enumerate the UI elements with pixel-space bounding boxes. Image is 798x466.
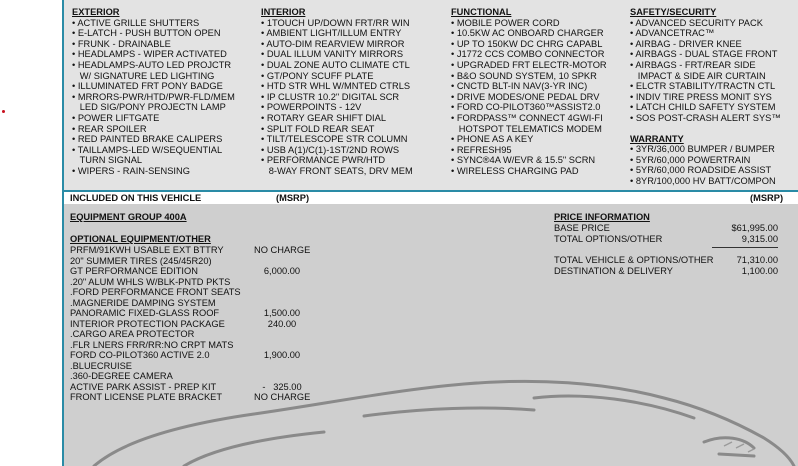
feature-line: • ELCTR STABILITY/TRACTN CTL: [630, 81, 776, 92]
option-name: .FORD PERFORMANCE FRONT SEATS: [70, 287, 241, 297]
destination-value: 1,100.00: [741, 266, 778, 276]
option-name: .BLUECRUISE: [70, 360, 132, 371]
feature-line: • DRIVE MODES/ONE PEDAL DRV: [451, 91, 600, 102]
feature-line: • J1772 CCS COMBO CONNECTOR: [451, 49, 605, 60]
option-price: 1,500.00: [263, 308, 301, 318]
feature-line: • B&O SOUND SYSTEM, 10 SPKR: [451, 70, 597, 81]
feature-line: • AIRBAG - DRIVER KNEE: [630, 38, 742, 49]
msrp-label-left: (MSRP): [276, 193, 310, 203]
feature-line: • SOS POST-CRASH ALERT SYS™: [630, 112, 781, 123]
feature-line: W/ SIGNATURE LED LIGHTING: [72, 70, 215, 81]
feature-line: • IP CLUSTR 10.2" DIGITAL SCR: [261, 91, 400, 102]
feature-line: • GT/PONY SCUFF PLATE: [261, 70, 374, 81]
option-name: PANORAMIC FIXED-GLASS ROOF: [70, 308, 220, 318]
functional-column: [451, 7, 607, 177]
functional-heading: FUNCTIONAL: [451, 7, 512, 17]
warranty-list: [630, 144, 781, 186]
safety-list: [630, 18, 781, 124]
exterior-column: [72, 7, 235, 177]
total-vehicle-label: TOTAL VEHICLE & OPTIONS/OTHER: [554, 255, 714, 265]
option-price: [254, 256, 310, 267]
feature-line: • DUAL ILLUM VANITY MIRRORS: [261, 49, 404, 60]
total-options-label: TOTAL OPTIONS/OTHER: [554, 234, 663, 244]
feature-line: • RED PAINTED BRAKE CALIPERS: [72, 134, 223, 145]
features-panel: [64, 0, 798, 192]
feature-line: • DUAL ZONE AUTO CLIMATE CTL: [261, 59, 410, 70]
feature-line: IMPACT & SIDE AIR CURTAIN: [630, 70, 766, 81]
option-price: 1,900.00: [263, 350, 301, 360]
option-price: - 325.00: [262, 381, 302, 392]
feature-line: • WIRELESS CHARGING PAD: [451, 165, 579, 176]
option-name: GT PERFORMANCE EDITION: [70, 266, 198, 276]
feature-line: • POWERPOINTS - 12V: [261, 102, 362, 113]
total-options-value: 9,315.00: [741, 234, 778, 244]
feature-line: • HEADLAMPS-AUTO LED PROJCTR: [72, 59, 232, 70]
option-price: NO CHARGE: [254, 392, 311, 402]
feature-line: • FORD CO-PILOT360™ASSIST2.0: [451, 102, 601, 113]
feature-line: TURN SIGNAL: [72, 155, 143, 166]
option-name: ACTIVE PARK ASSIST - PREP KIT: [70, 381, 217, 392]
feature-line: • WIPERS - RAIN-SENSING: [72, 165, 190, 176]
option-price: [254, 329, 310, 340]
feature-line: • AMBIENT LIGHT/ILLUM ENTRY: [261, 28, 402, 39]
option-name: FORD CO-PILOT360 ACTIVE 2.0: [70, 350, 210, 360]
warranty-heading: WARRANTY: [630, 133, 684, 144]
feature-line: • LATCH CHILD SAFETY SYSTEM: [630, 102, 776, 113]
optional-equipment-names: [70, 245, 241, 403]
option-name: .20" ALUM WHLS W/BLK-PNTD PKTS: [70, 276, 231, 287]
feature-line: • ADVANCED SECURITY PACK: [630, 17, 763, 28]
exterior-heading: EXTERIOR: [72, 7, 120, 17]
option-price: [254, 298, 310, 309]
feature-line: • ACTIVE GRILLE SHUTTERS: [72, 17, 200, 28]
feature-line: • POWER LIFTGATE: [72, 112, 160, 123]
feature-line: • SYNC®4A W/EVR & 15.5" SCRN: [451, 155, 596, 166]
included-band: [64, 192, 798, 204]
option-price: [254, 371, 310, 382]
feature-line: • 3YR/36,000 BUMPER / BUMPER: [630, 144, 775, 155]
optional-equipment-heading: OPTIONAL EQUIPMENT/OTHER: [70, 234, 211, 244]
option-name: .CARGO AREA PROTECTOR: [70, 329, 195, 339]
price-info-heading: PRICE INFORMATION: [554, 212, 650, 222]
feature-line: • REFRESH95: [451, 144, 512, 155]
feature-line: • CNCTD BLT-IN NAV(3-YR INC): [451, 81, 588, 92]
feature-line: LED SIG/PONY PROJECTN LAMP: [72, 102, 226, 113]
optional-equipment-prices: [254, 245, 310, 403]
feature-line: • PHONE AS A KEY: [451, 134, 534, 145]
feature-line: • 8YR/100,000 HV BATT/COMPON: [630, 175, 776, 186]
feature-line: • HEADLAMPS - WIPER ACTIVATED: [72, 49, 227, 60]
feature-line: • USB A(1)/C(1)-1ST/2ND ROWS: [261, 144, 400, 155]
exterior-list: [72, 18, 235, 177]
feature-line: • AUTO-DIM REARVIEW MIRROR: [261, 38, 405, 49]
feature-line: • 5YR/60,000 ROADSIDE ASSIST: [630, 165, 772, 176]
feature-line: • ROTARY GEAR SHIFT DIAL: [261, 112, 387, 123]
feature-line: • REAR SPOILER: [72, 123, 147, 134]
option-name: INTERIOR PROTECTION PACKAGE: [70, 318, 225, 329]
feature-line: • TAILLAMPS-LED W/SEQUENTIAL: [72, 144, 223, 155]
base-price-value: $61,995.00: [731, 223, 778, 233]
feature-line: • AIRBAGS - DUAL STAGE FRONT: [630, 49, 778, 60]
feature-line: • UPGRADED FRT ELECTR-MOTOR: [451, 59, 607, 70]
option-price: [254, 361, 310, 372]
feature-line: • SPLIT FOLD REAR SEAT: [261, 123, 375, 134]
base-price-label: BASE PRICE: [554, 223, 610, 233]
option-name: .MAGNERIDE DAMPING SYSTEM: [70, 297, 216, 308]
option-price: 240.00: [267, 318, 297, 329]
feature-line: 8-WAY FRONT SEATS, DRV MEM: [261, 165, 413, 176]
feature-line: • 10.5KW AC ONBOARD CHARGER: [451, 28, 604, 39]
feature-line: • PERFORMANCE PWR/HTD: [261, 155, 386, 166]
interior-list: [261, 18, 413, 177]
feature-line: • INDIV TIRE PRESS MONIT SYS: [630, 91, 772, 102]
sum-rule: [712, 247, 778, 248]
feature-line: • E-LATCH - PUSH BUTTON OPEN: [72, 28, 221, 39]
feature-line: HOTSPOT TELEMATICS MODEM: [451, 123, 602, 134]
red-marker-dot: [2, 110, 5, 113]
msrp-label-right: (MSRP): [750, 193, 784, 203]
feature-line: • MRRORS-PWR/HTD/PWR-FLD/MEM: [72, 91, 235, 102]
equipment-group-title: EQUIPMENT GROUP 400A: [70, 212, 187, 222]
interior-heading: INTERIOR: [261, 7, 306, 17]
feature-line: • TILT/TELESCOPE STR COLUMN: [261, 134, 408, 145]
safety-column: [630, 7, 781, 187]
feature-line: • 5YR/60,000 POWERTRAIN: [630, 154, 751, 165]
feature-line: • FORDPASS™ CONNECT 4GWI-FI: [451, 112, 603, 123]
safety-heading: SAFETY/SECURITY: [630, 7, 717, 17]
pricing-panel: [64, 192, 798, 466]
option-price: [254, 277, 310, 288]
option-price: NO CHARGE: [254, 245, 311, 255]
interior-column: [261, 7, 413, 177]
feature-line: • ILLUMINATED FRT PONY BADGE: [72, 81, 223, 92]
window-sticker: [62, 0, 798, 466]
functional-list: [451, 18, 607, 177]
feature-line: • 1TOUCH UP/DOWN FRT/RR WIN: [261, 17, 410, 28]
feature-line: • UP TO 150KW DC CHRG CAPABL: [451, 38, 603, 49]
option-name: 20" SUMMER TIRES (245/45R20): [70, 255, 212, 266]
feature-line: • FRUNK - DRAINABLE: [72, 38, 171, 49]
included-label: INCLUDED ON THIS VEHICLE: [70, 193, 202, 203]
feature-line: • MOBILE POWER CORD: [451, 17, 560, 28]
option-name: .360-DEGREE CAMERA: [70, 371, 173, 381]
option-name: PRFM/91KWH USABLE EXT BTTRY: [70, 245, 224, 255]
destination-label: DESTINATION & DELIVERY: [554, 266, 673, 276]
option-price: 6,000.00: [263, 266, 301, 276]
option-price: [254, 340, 310, 351]
option-name: .FLR LNERS FRR/RR:NO CRPT MATS: [70, 339, 234, 350]
feature-line: • AIRBAGS - FRT/REAR SIDE: [630, 59, 756, 70]
total-vehicle-value: 71,310.00: [736, 255, 778, 265]
option-name: FRONT LICENSE PLATE BRACKET: [70, 392, 223, 402]
feature-line: • HTD STR WHL W/MNTED CTRLS: [261, 81, 411, 92]
option-price: [254, 287, 310, 298]
feature-line: • ADVANCETRAC™: [630, 28, 715, 39]
